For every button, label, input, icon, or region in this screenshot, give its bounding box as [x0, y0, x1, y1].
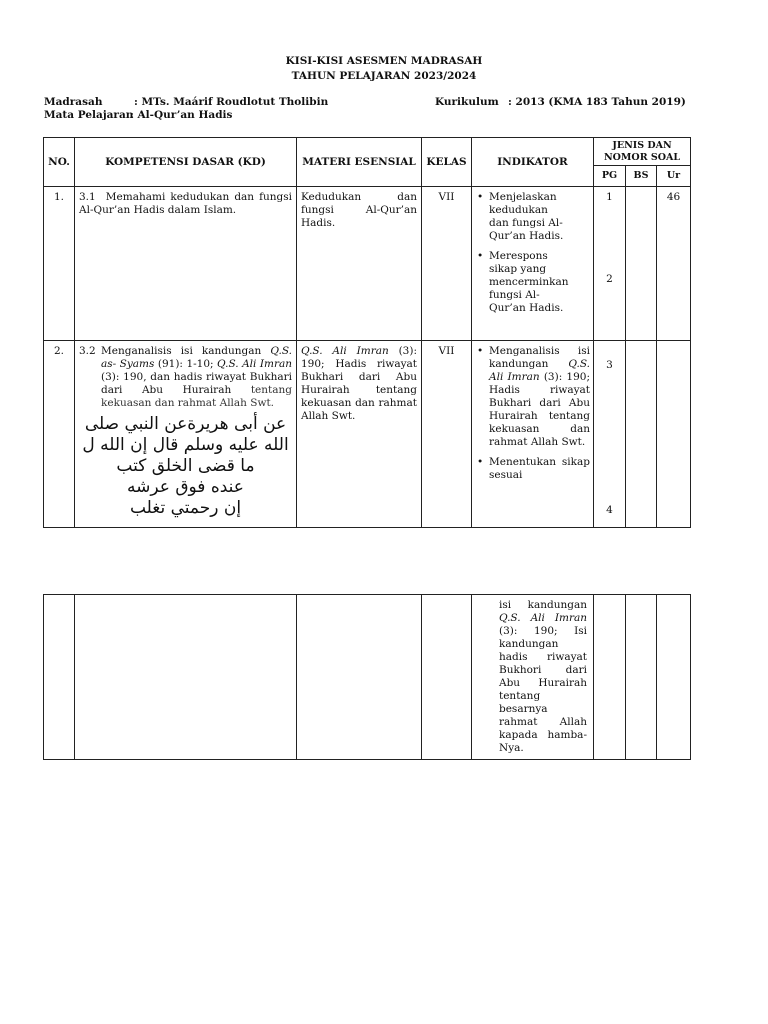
pg-number: 3 [606, 359, 613, 371]
kd-number: 3.2 [79, 345, 96, 357]
header-bs: BS [626, 166, 657, 187]
kisi-kisi-table [43, 137, 691, 528]
indikator-item: • Merespons sikap yang mencerminkan fungsi Al-Qur’an Hadis. [472, 250, 570, 315]
kurikulum-value: : 2013 (KMA 183 Tahun 2019) [508, 96, 686, 108]
pg-number: 2 [606, 273, 613, 285]
arabic-line: إن رحمتي تغلب [129, 498, 242, 518]
document-title: KISI-KISI ASESMEN MADRASAH [285, 55, 483, 67]
row-number: 2. [44, 341, 75, 528]
indikator-text: (3): 190; Isi kandungan hadis riwayat Bukhori dari Abu Hurairah tentang besarnya rahmat Allah kapada hamba-Nya. [499, 625, 587, 754]
table-row [44, 595, 691, 760]
materi-cell [297, 595, 422, 760]
kd-text: (3): 190, dan hadis riwayat Bukhari dari Abu Hurairah [101, 371, 292, 396]
kd-cell [75, 341, 297, 528]
kelas-cell [422, 595, 472, 760]
table-row [44, 341, 691, 528]
indikator-item: • Menjelaskan kedudukan dan fungsi Al-Qur’an Hadis. [472, 191, 570, 243]
kd-surah-ref: Q.S. as- Syams [101, 345, 292, 370]
pg-cell [594, 341, 626, 528]
bs-cell [626, 341, 657, 528]
madrasah-value: : MTs. Maárif Roudlotut Tholibin [134, 96, 329, 108]
table-row [44, 187, 691, 341]
bs-cell [626, 187, 657, 341]
pg-number: 4 [606, 504, 613, 516]
indikator-text: (3): 190; Hadis riwayat Bukhari dari Abu Hurairah tentang kekuasan dan rahmat Allah Swt. [489, 371, 590, 448]
indikator-cell [472, 187, 594, 341]
ur-cell: 46 [657, 187, 691, 341]
pg-number: 1 [606, 191, 613, 203]
header-jenis-nomor [594, 138, 691, 166]
header-ur: Ur [657, 166, 691, 187]
indikator-surah-ref: Q.S. Ali Imran [489, 358, 590, 383]
kelas-cell: VII [422, 187, 472, 341]
bs-cell [626, 595, 657, 760]
row-number: 1. [44, 187, 75, 341]
header-pg: PG [594, 166, 626, 187]
row-number [44, 595, 75, 760]
indikator-cell [472, 595, 594, 760]
arabic-line: عنده فوق عرشه [127, 477, 244, 497]
mapel-value: : Al-Qur’an Hadis [130, 109, 233, 121]
materi-text: (3): 190; Hadis riwayat Bukhari dari Abu Hurairah tentang kekuasan dan rahmat Allah Swt. [301, 345, 417, 422]
arabic-line: الله عليه وسلم قال إن الله ل [82, 435, 289, 455]
ur-cell [657, 595, 691, 760]
pg-cell [594, 187, 626, 341]
indikator-text: Menganalisis isi kandungan [489, 345, 590, 370]
arabic-line: ما قضى الخلق كتب [116, 456, 255, 476]
kd-text: Memahami kedudukan dan fungsi Al-Qur’an Hadis dalam Islam. [79, 191, 292, 216]
indikator-text: isi kandungan [499, 599, 587, 611]
header-kelas: KELAS [422, 138, 472, 187]
arabic-hadith-text [79, 410, 292, 523]
indikator-item [472, 345, 593, 449]
header-kd: KOMPETENSI DASAR (KD) [75, 138, 297, 187]
kelas-cell: VII [422, 341, 472, 528]
arabic-line: عن أبى هريرةعن النبي صلى [84, 414, 287, 434]
indikator-cell [472, 341, 594, 528]
document-subtitle: TAHUN PELAJARAN 2023/2024 [291, 70, 477, 82]
indikator-surah-ref: Q.S. Ali Imran [499, 612, 587, 624]
pg-cell [594, 595, 626, 760]
header-jenis-line1: JENIS DAN [612, 139, 672, 151]
materi-surah-ref: Q.S. Ali Imran [301, 345, 389, 357]
madrasah-label: Madrasah [44, 96, 103, 108]
materi-cell: Kedudukan dan fungsi Al-Qur’an Hadis. [297, 187, 422, 341]
kd-cell [75, 595, 297, 760]
kd-text: (91): 1-10; [154, 358, 218, 370]
kd-surah-ref: Q.S. Ali Imran [217, 358, 293, 370]
header-no: NO. [44, 138, 75, 187]
materi-cell [297, 341, 422, 528]
kd-number: 3.1 [79, 191, 96, 203]
header-jenis-line2: NOMOR SOAL [603, 151, 681, 163]
kurikulum-label: Kurikulum [435, 96, 499, 108]
kd-text: tentang kekuasan dan rahmat Allah Swt. [101, 384, 292, 409]
mapel-label: Mata Pelajaran [44, 109, 134, 121]
kd-text: Menganalisis isi kandungan [101, 345, 271, 357]
kd-cell [75, 187, 297, 341]
continuation-table [43, 594, 691, 760]
header-materi: MATERI ESENSIAL [297, 138, 422, 187]
ur-cell [657, 341, 691, 528]
indikator-item: • Menentukan sikap sesuai [472, 456, 593, 482]
header-indikator: INDIKATOR [472, 138, 594, 187]
